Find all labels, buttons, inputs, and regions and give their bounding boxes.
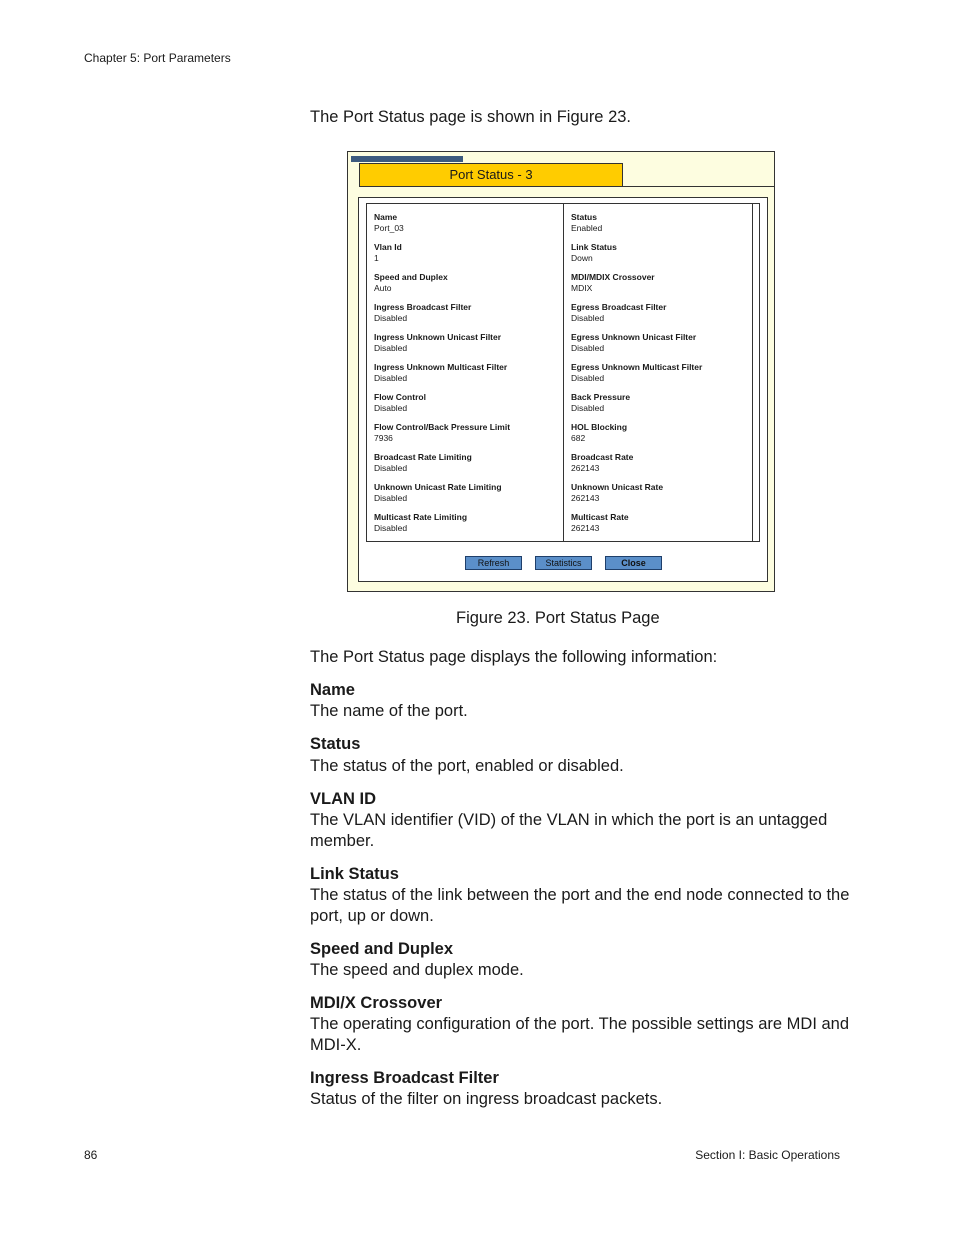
statistics-button[interactable]: Statistics — [535, 556, 592, 570]
field-multicast-rate-limiting: Multicast Rate Limiting Disabled — [374, 512, 468, 533]
port-status-figure — [347, 151, 775, 592]
field-ingress-unknown-unicast: Ingress Unknown Unicast Filter Disabled — [374, 332, 502, 353]
field-unknown-unicast-rate: Unknown Unicast Rate 262143 — [571, 482, 664, 503]
field-ingress-broadcast: Ingress Broadcast Filter Disabled — [374, 302, 472, 323]
definition-status: The status of the port, enabled or disabled. — [310, 757, 624, 775]
field-speed-duplex: Speed and Duplex Auto — [374, 272, 448, 293]
field-name: Name Port_03 — [374, 212, 404, 233]
left-column — [367, 204, 564, 541]
field-egress-unknown-multicast: Egress Unknown Multicast Filter Disabled — [571, 362, 703, 383]
field-vlan-id: Vlan Id 1 — [374, 242, 402, 263]
window-tab-stub — [351, 156, 463, 162]
field-flow-control: Flow Control Disabled — [374, 392, 426, 413]
field-status: Status Enabled — [571, 212, 603, 233]
definition-speed-duplex: The speed and duplex mode. — [310, 961, 524, 979]
field-ingress-unknown-multicast: Ingress Unknown Multicast Filter Disabled — [374, 362, 508, 383]
field-unknown-unicast-rate-limiting: Unknown Unicast Rate Limiting Disabled — [374, 482, 502, 503]
running-footer: Section I: Basic Operations — [695, 1148, 840, 1162]
title-divider — [623, 186, 774, 187]
definition-ingress-broadcast-filter: Status of the filter on ingress broadcast packets. — [310, 1090, 663, 1108]
field-back-pressure: Back Pressure Disabled — [571, 392, 631, 413]
definition-mdix-crossover: The operating configuration of the port. The possible settings are MDI and MDI-X. — [310, 1015, 850, 1054]
button-row — [359, 556, 767, 571]
intro-paragraph: The Port Status page is shown in Figure 23. — [310, 108, 632, 126]
term-name: Name — [310, 681, 355, 699]
field-broadcast-rate-limiting: Broadcast Rate Limiting Disabled — [374, 452, 472, 473]
field-flow-control-limit: Flow Control/Back Pressure Limit 7936 — [374, 422, 511, 443]
page-title-tab: Port Status - 3 — [359, 163, 623, 187]
field-mdi-crossover: MDI/MDIX Crossover MDIX — [571, 272, 655, 293]
field-hol-blocking: HOL Blocking 682 — [571, 422, 628, 443]
field-broadcast-rate: Broadcast Rate 262143 — [571, 452, 634, 473]
status-table — [366, 203, 760, 542]
refresh-button[interactable]: Refresh — [465, 556, 522, 570]
field-egress-broadcast: Egress Broadcast Filter Disabled — [571, 302, 667, 323]
definition-vlan-id: The VLAN identifier (VID) of the VLAN in which the port is an untagged member. — [310, 811, 828, 850]
term-speed-duplex: Speed and Duplex — [310, 940, 454, 958]
definition-link-status: The status of the link between the port and the end node connected to the port, up or down. — [310, 886, 850, 925]
term-ingress-broadcast-filter: Ingress Broadcast Filter — [310, 1069, 499, 1087]
page-number: 86 — [84, 1148, 98, 1162]
status-panel — [358, 197, 768, 582]
field-link-status: Link Status Down — [571, 242, 617, 263]
right-column — [564, 204, 754, 541]
term-mdix-crossover: MDI/X Crossover — [310, 994, 443, 1012]
field-multicast-rate: Multicast Rate 262143 — [571, 512, 629, 533]
field-egress-unknown-unicast: Egress Unknown Unicast Filter Disabled — [571, 332, 697, 353]
running-header: Chapter 5: Port Parameters — [84, 51, 231, 65]
term-vlan-id: VLAN ID — [310, 790, 376, 808]
term-status: Status — [310, 735, 361, 753]
term-link-status: Link Status — [310, 865, 399, 883]
lead-paragraph: The Port Status page displays the following information: — [310, 648, 718, 666]
table-scrollbar[interactable] — [752, 204, 759, 541]
close-button[interactable]: Close — [605, 556, 662, 570]
definition-name: The name of the port. — [310, 702, 468, 720]
figure-caption: Figure 23. Port Status Page — [456, 609, 660, 627]
